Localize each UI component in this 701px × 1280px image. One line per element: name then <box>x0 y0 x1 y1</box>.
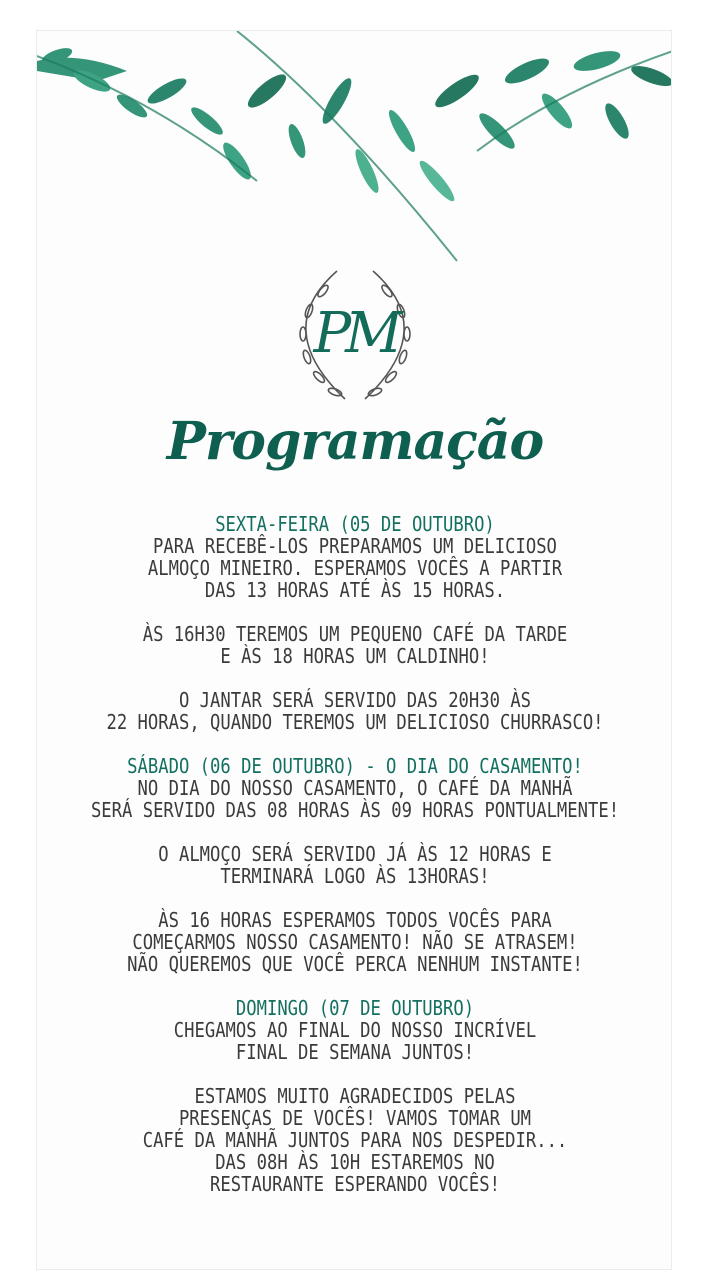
schedule-line: DAS 08H ÀS 10H ESTAREMOS NO <box>215 1150 495 1174</box>
schedule-line: TERMINARÁ LOGO ÀS 13HORAS! <box>220 864 490 888</box>
paragraph-gap <box>82 821 629 843</box>
schedule-line: PRESENÇAS DE VOCÊS! VAMOS TOMAR UM <box>178 1106 532 1130</box>
invitation-card <box>36 30 672 1270</box>
monogram-initials: PM <box>313 301 397 366</box>
schedule-line: RESTAURANTE ESPERANDO VOCÊS! <box>210 1172 500 1196</box>
section-gap <box>82 733 629 755</box>
schedule-line: PARA RECEBÊ-LOS PREPARAMOS UM DELICIOSO <box>153 534 557 558</box>
section-heading: DOMINGO (07 DE OUTUBRO) <box>235 996 475 1020</box>
schedule-line: CHEGAMOS AO FINAL DO NOSSO INCRÍVEL <box>173 1018 537 1042</box>
leaves-decoration <box>37 31 672 271</box>
schedule-line: NÃO QUEREMOS QUE VOCÊ PERCA NENHUM INSTANTE! <box>127 952 583 976</box>
schedule-line: ÀS 16 HORAS ESPERAMOS TODOS VOCÊS PARA <box>158 908 552 932</box>
schedule-content <box>82 513 629 1195</box>
paragraph-gap <box>82 887 629 909</box>
paragraph-gap <box>82 601 629 623</box>
section-heading: SÁBADO (06 DE OUTUBRO) - O DIA DO CASAMENTO! <box>127 754 583 778</box>
paragraph-gap <box>82 1063 629 1085</box>
schedule-line: DAS 13 HORAS ATÉ ÀS 15 HORAS. <box>204 578 506 602</box>
schedule-line: CAFÉ DA MANHÃ JUNTOS PARA NOS DESPEDIR... <box>142 1128 568 1152</box>
section-heading: SEXTA-FEIRA (05 DE OUTUBRO) <box>215 512 495 536</box>
schedule-line: 22 HORAS, QUANDO TEREMOS UM DELICIOSO CHURRASCO! <box>106 710 604 734</box>
schedule-line: FINAL DE SEMANA JUNTOS! <box>235 1040 475 1064</box>
schedule-line: COMEÇARMOS NOSSO CASAMENTO! NÃO SE ATRASEM! <box>132 930 578 954</box>
schedule-line: SERÁ SERVIDO DAS 08 HORAS ÀS 09 HORAS PONTUALMENTE! <box>90 798 620 822</box>
page-title: Programação <box>166 411 544 472</box>
schedule-line: NO DIA DO NOSSO CASAMENTO, O CAFÉ DA MANHÃ <box>137 776 573 800</box>
schedule-line: ESTAMOS MUITO AGRADECIDOS PELAS <box>194 1084 516 1108</box>
monogram <box>267 259 443 429</box>
schedule-line: ALMOÇO MINEIRO. ESPERAMOS VOCÊS A PARTIR <box>147 556 563 580</box>
schedule-line: ÀS 16H30 TEREMOS UM PEQUENO CAFÉ DA TARDE <box>142 622 568 646</box>
schedule-line: O JANTAR SERÁ SERVIDO DAS 20H30 ÀS <box>178 688 532 712</box>
schedule-line: E ÀS 18 HORAS UM CALDINHO! <box>220 644 490 668</box>
paragraph-gap <box>82 667 629 689</box>
section-gap <box>82 975 629 997</box>
schedule-line: O ALMOÇO SERÁ SERVIDO JÁ ÀS 12 HORAS E <box>158 842 552 866</box>
